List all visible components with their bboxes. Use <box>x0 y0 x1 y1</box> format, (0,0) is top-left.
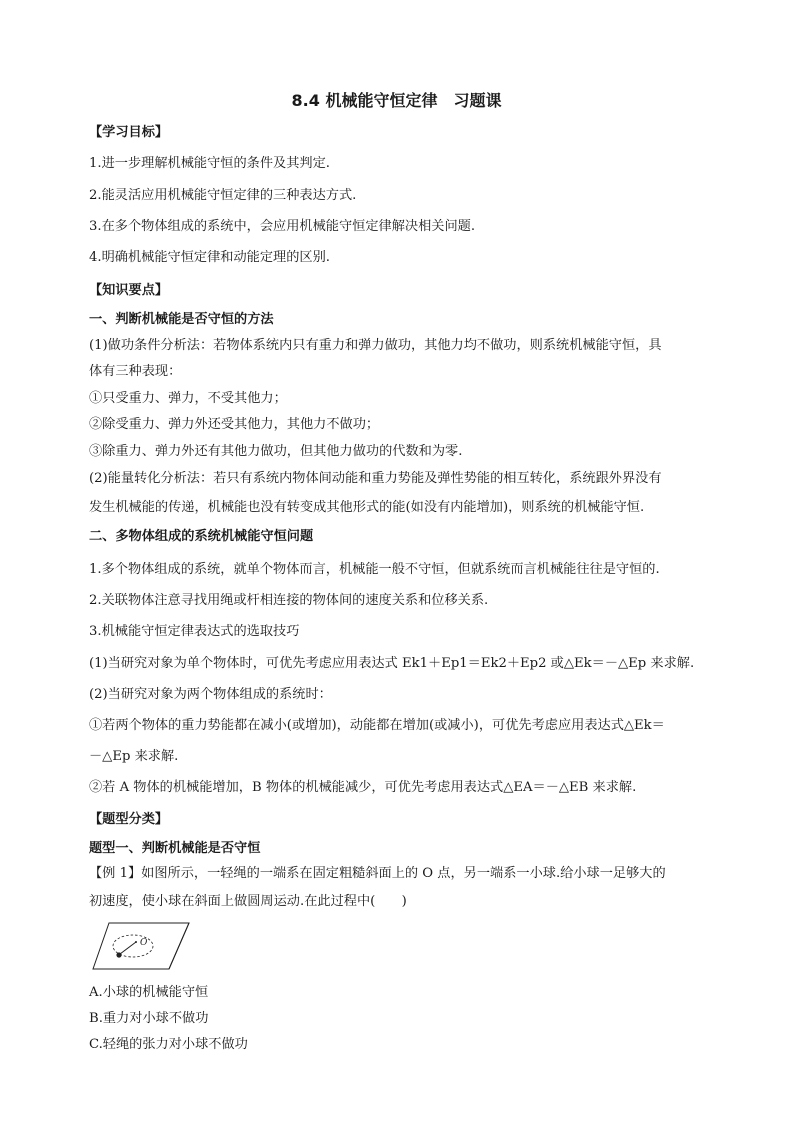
pivot-point <box>135 941 137 943</box>
goal-item: 3.在多个物体组成的系统中，会应用机械能守恒定律解决相关问题. <box>89 219 476 234</box>
paragraph-line: ①若两个物体的重力势能都在减小(或增加)，动能都在增加(或减小)，可优先考虑应用表达式△Ek＝ <box>89 718 665 733</box>
ball <box>116 952 121 957</box>
paragraph-line: ②除受重力、弹力外还受其他力，其他力不做功； <box>89 417 380 432</box>
rope <box>120 942 136 954</box>
paragraph-line: (1)当研究对象为单个物体时，可优先考虑应用表达式 Ek1＋Ep1＝Ek2＋Ep2 或△Ek＝－△Ep 来求解. <box>89 656 695 671</box>
section-title: 一、判断机械能是否守恒的方法 <box>89 312 274 327</box>
paragraph-line: －△Ep 来求解. <box>89 749 179 764</box>
paragraph-line: 发生机械能的传递，机械能也没有转变成其他形式的能(如没有内能增加)，则系统的机械能守恒. <box>89 500 645 515</box>
example-line: 初速度，使小球在斜面上做圆周运动.在此过程中( ) <box>89 894 407 909</box>
paragraph-line: 体有三种表现： <box>89 364 182 379</box>
section-title: 题型一、判断机械能是否守恒 <box>89 841 261 856</box>
types-heading: 【题型分类】 <box>89 812 169 827</box>
goal-item: 1.进一步理解机械能守恒的条件及其判定. <box>89 156 330 171</box>
paragraph-line: ②若 A 物体的机械能增加，B 物体的机械能减少，可优先考虑用表达式△EA＝－△EB 来求解. <box>89 780 637 795</box>
paragraph-line: (2)当研究对象为两个物体组成的系统时： <box>89 687 332 702</box>
goal-item: 2.能灵活应用机械能守恒定律的三种表达方式. <box>89 188 357 203</box>
page-title: 8.4 机械能守恒定律 习题课 <box>291 91 502 110</box>
option-item: A.小球的机械能守恒 <box>89 985 209 1000</box>
points-heading: 【知识要点】 <box>89 283 169 298</box>
pivot-label: O <box>140 938 148 948</box>
paragraph-line: ③除重力、弹力外还有其他力做功，但其他力做功的代数和为零. <box>89 444 463 459</box>
paragraph-line: (1)做功条件分析法：若物体系统内只有重力和弹力做功，其他力均不做功，则系统机械能守恒，具 <box>89 338 662 353</box>
incline-edge <box>169 923 189 969</box>
option-item: B.重力对小球不做功 <box>89 1011 209 1026</box>
incline-figure <box>91 921 191 973</box>
paragraph-line: (2)能量转化分析法：若只有系统内物体间动能和重力势能及弹性势能的相互转化，系统跟外界没有 <box>89 471 662 486</box>
goals-heading: 【学习目标】 <box>89 125 169 140</box>
paragraph-line: 3.机械能守恒定律表达式的选取技巧 <box>89 624 300 639</box>
example-line: 【例 1】如图所示，一轻绳的一端系在固定粗糙斜面上的 O 点，另一端系一小球.给小球一足够大的 <box>89 866 666 881</box>
paragraph-line: 1.多个物体组成的系统，就单个物体而言，机械能一般不守恒，但就系统而言机械能往往是守恒的. <box>89 562 660 577</box>
paragraph-line: 2.关联物体注意寻找用绳或杆相连接的物体间的速度关系和位移关系. <box>89 593 489 608</box>
goal-item: 4.明确机械能守恒定律和动能定理的区别. <box>89 250 330 265</box>
paragraph-line: ①只受重力、弹力，不受其他力； <box>89 391 287 406</box>
option-item: C.轻绳的张力对小球不做功 <box>89 1037 248 1052</box>
section-title: 二、多物体组成的系统机械能守恒问题 <box>89 529 314 544</box>
